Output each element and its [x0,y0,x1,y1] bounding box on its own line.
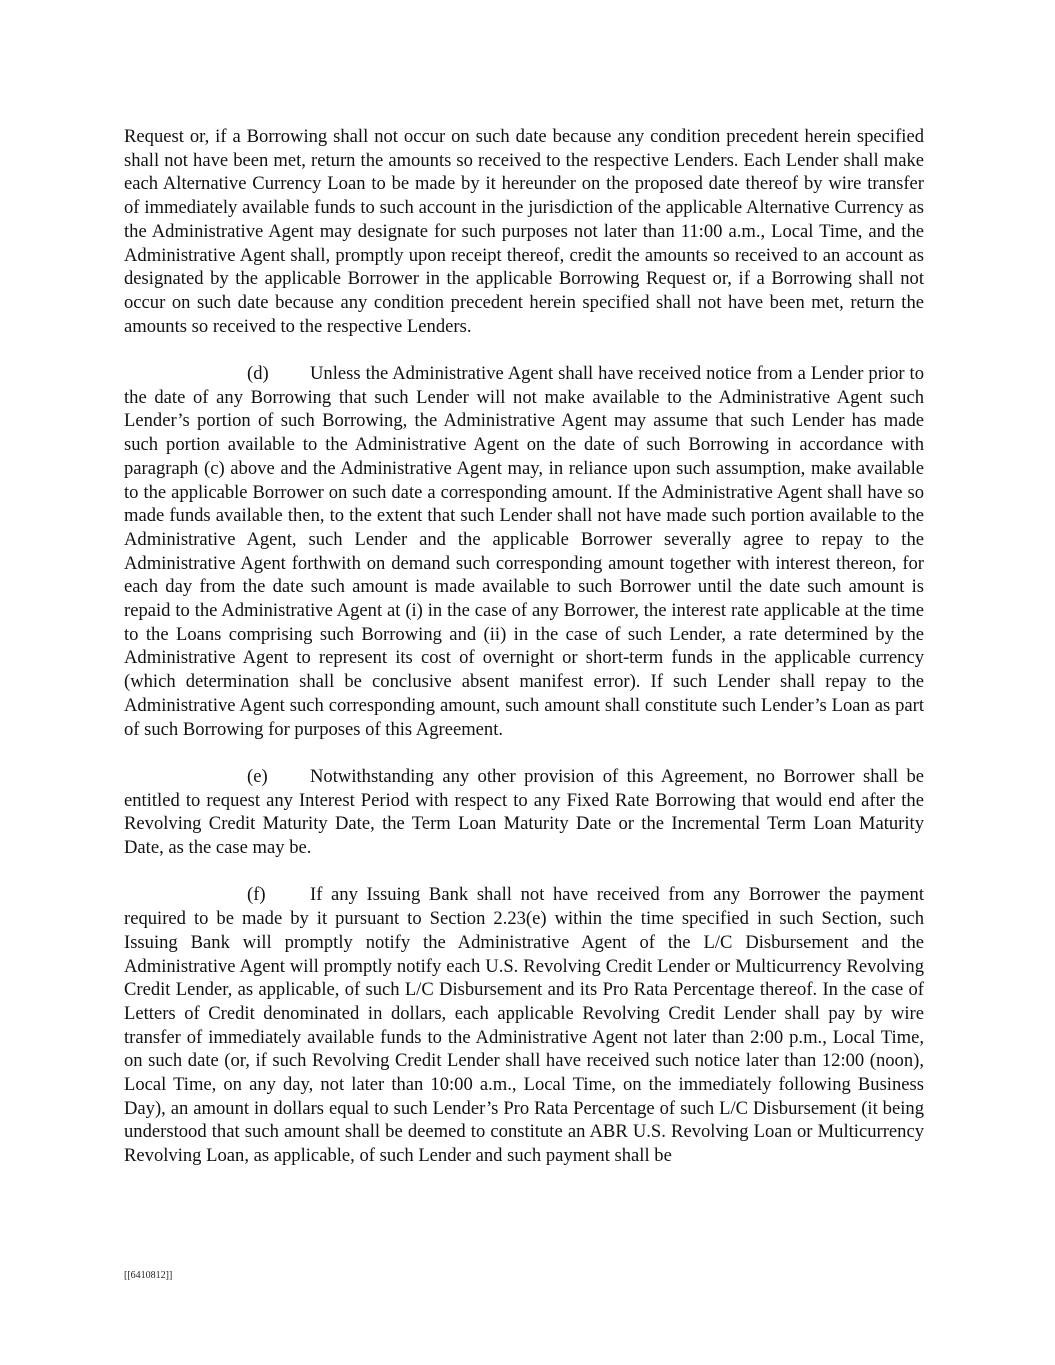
paragraph-text: Notwithstanding any other provision of this Agreement, no Borrower shall be entitled to request any Interest Period with respect to any Fixed Rate Borrowing that would end after the Revolving Credit Maturity Date, the Term Loan Maturity Date or the Incremental Term Loan Maturity Date, as the case may be. [124,765,924,859]
paragraph-f [124,883,924,1167]
document-footer-id: [[6410812]] [124,1270,173,1281]
document-body [124,125,924,1168]
paragraph-text: Unless the Administrative Agent shall have received notice from a Lender prior to the date of any Borrowing that such Lender will not make available to the Administrative Agent such Lender’s portion of such Borrowing, the Administrative Agent may assume that such Lender has made such portion available to the Administrative Agent on the date of such Borrowing in accordance with paragraph (c) above and the Administrative Agent may, in reliance upon such assumption, make available to the applicable Borrower on such date a corresponding amount. If the Administrative Agent shall have so made funds available then, to the extent that such Lender shall not have made such portion available to the Administrative Agent, such Lender and the applicable Borrower severally agree to repay to the Administrative Agent forthwith on demand such corresponding amount together with interest thereon, for each day from the date such amount is made available to such Borrower until the date such amount is repaid to the Administrative Agent at (i) in the case of any Borrower, the interest rate applicable at the time to the Loans comprising such Borrowing and (ii) in the case of such Lender, a rate determined by the Administrative Agent to represent its cost of overnight or short-term funds in the applicable currency (which determination shall be conclusive absent manifest error). If such Lender shall repay to the Administrative Agent such corresponding amount, such amount shall constitute such Lender’s Loan as part of such Borrowing for purposes of this Agreement. [124,363,924,740]
paragraph-e [124,765,924,860]
paragraph-d [124,362,924,741]
paragraph-label: (e) [247,765,268,787]
paragraph-text: Request or, if a Borrowing shall not occur on such date because any condition precedent herein specified shall not have been met, return the amounts so received to the respective Lenders. Each Lender shall make each Alternative Currency Loan to be made by it hereunder on the proposed date thereof by wire transfer of immediately available funds to such account in the jurisdiction of the applicable Alternative Currency as the Administrative Agent may designate for such purposes not later than 11:00 a.m., Local Time, and the Administrative Agent shall, promptly upon receipt thereof, credit the amounts so received to an account as designated by the applicable Borrower in the applicable Borrowing Request or, if a Borrowing shall not occur on such date because any condition precedent herein specified shall not have been met, return the amounts so received to the respective Lenders. [124,126,924,337]
paragraph-text: If any Issuing Bank shall not have received from any Borrower the payment required to be made by it pursuant to Section 2.23(e) within the time specified in such Section, such Issuing Bank will promptly notify the Administrative Agent of the L/C Disbursement and the Administrative Agent will promptly notify each U.S. Revolving Credit Lender or Multicurrency Revolving Credit Lender, as applicable, of such L/C Disbursement and its Pro Rata Percentage thereof. In the case of Letters of Credit denominated in dollars, each applicable Revolving Credit Lender shall pay by wire transfer of immediately available funds to the Administrative Agent not later than 2:00 p.m., Local Time, on such date (or, if such Revolving Credit Lender shall have received such notice later than 12:00 (noon), Local Time, on any day, not later than 10:00 a.m., Local Time, on the immediately following Business Day), an amount in dollars equal to such Lender’s Pro Rata Percentage of such L/C Disbursement (it being understood that such amount shall be deemed to constitute an ABR U.S. Revolving Loan or Multicurrency Revolving Loan, as applicable, of such Lender and such payment shall be [124,884,924,1167]
paragraph-label: (d) [247,363,269,385]
paragraph-label: (f) [247,884,266,906]
paragraph-continuation [124,125,924,338]
